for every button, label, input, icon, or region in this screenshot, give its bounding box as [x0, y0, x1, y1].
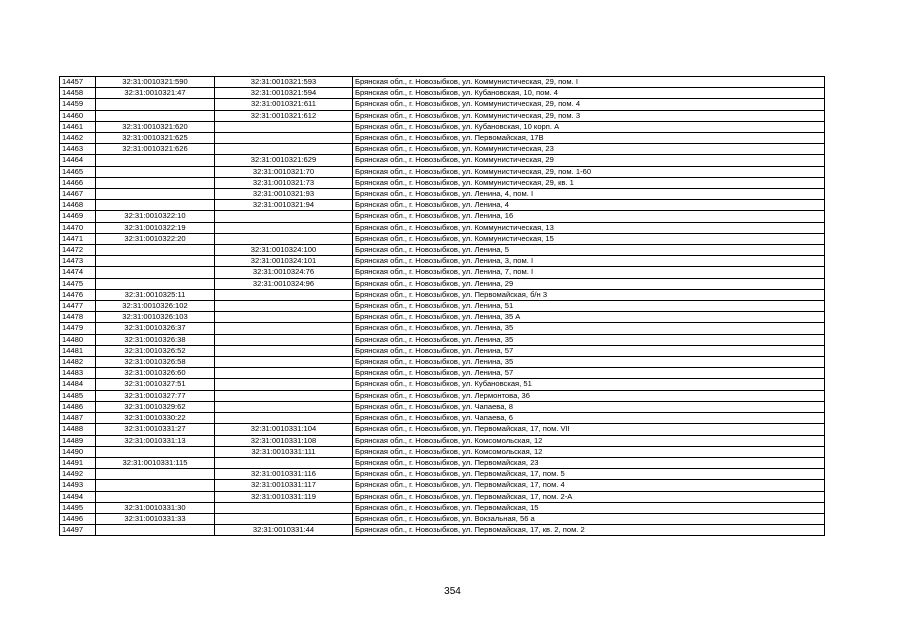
address-cell: Брянская обл., г. Новозыбков, ул. Коммунистическая, 29, пом. I [353, 77, 825, 88]
table-row [60, 424, 825, 435]
cadastral-number-alt-cell [215, 233, 353, 244]
cadastral-number-alt-cell [215, 312, 353, 323]
cadastral-number-cell: 32:31:0010322:10 [96, 211, 215, 222]
cadastral-number-cell: 32:31:0010331:27 [96, 424, 215, 435]
table-row [60, 323, 825, 334]
address-cell: Брянская обл., г. Новозыбков, ул. Чапаева, 8 [353, 401, 825, 412]
row-number-cell: 14481 [60, 345, 96, 356]
table-row [60, 368, 825, 379]
cadastral-number-cell [96, 177, 215, 188]
row-number-cell: 14482 [60, 357, 96, 368]
address-cell: Брянская обл., г. Новозыбков, ул. Ленина, 3, пом. I [353, 256, 825, 267]
table-row [60, 110, 825, 121]
table-row [60, 77, 825, 88]
row-number-cell: 14476 [60, 289, 96, 300]
cadastral-number-cell: 32:31:0010326:37 [96, 323, 215, 334]
table-row [60, 390, 825, 401]
cadastral-number-alt-cell: 32:31:0010331:111 [215, 446, 353, 457]
cadastral-number-alt-cell [215, 323, 353, 334]
table-row [60, 222, 825, 233]
table-row [60, 200, 825, 211]
address-cell: Брянская обл., г. Новозыбков, ул. Первомайская, б/н 3 [353, 289, 825, 300]
address-cell: Брянская обл., г. Новозыбков, ул. Ленина, 51 [353, 301, 825, 312]
row-number-cell: 14491 [60, 457, 96, 468]
table-row [60, 401, 825, 412]
address-cell: Брянская обл., г. Новозыбков, ул. Коммунистическая, 13 [353, 222, 825, 233]
table-row [60, 289, 825, 300]
cadastral-number-cell [96, 256, 215, 267]
address-cell: Брянская обл., г. Новозыбков, ул. Коммунистическая, 15 [353, 233, 825, 244]
cadastral-number-cell: 32:31:0010321:625 [96, 133, 215, 144]
row-number-cell: 14473 [60, 256, 96, 267]
table-row [60, 379, 825, 390]
table-row [60, 144, 825, 155]
cadastral-number-alt-cell [215, 289, 353, 300]
cadastral-number-cell: 32:31:0010321:47 [96, 88, 215, 99]
table-row [60, 357, 825, 368]
cadastral-number-cell [96, 245, 215, 256]
row-number-cell: 14477 [60, 301, 96, 312]
table-row [60, 155, 825, 166]
cadastral-number-cell: 32:31:0010322:19 [96, 222, 215, 233]
row-number-cell: 14489 [60, 435, 96, 446]
address-cell: Брянская обл., г. Новозыбков, ул. Первомайская, 17, пом. VII [353, 424, 825, 435]
row-number-cell: 14494 [60, 491, 96, 502]
cadastral-number-alt-cell: 32:31:0010321:94 [215, 200, 353, 211]
cadastral-number-alt-cell: 32:31:0010321:594 [215, 88, 353, 99]
address-cell: Брянская обл., г. Новозыбков, ул. Коммунистическая, 29, пом. 3 [353, 110, 825, 121]
row-number-cell: 14496 [60, 513, 96, 524]
table-row [60, 278, 825, 289]
address-cell: Брянская обл., г. Новозыбков, ул. Коммунистическая, 29, кв. 1 [353, 177, 825, 188]
row-number-cell: 14484 [60, 379, 96, 390]
row-number-cell: 14464 [60, 155, 96, 166]
table-row [60, 189, 825, 200]
cadastral-number-cell: 32:31:0010331:30 [96, 502, 215, 513]
cadastral-number-cell: 32:31:0010325:11 [96, 289, 215, 300]
table-row [60, 334, 825, 345]
row-number-cell: 14479 [60, 323, 96, 334]
row-number-cell: 14467 [60, 189, 96, 200]
address-cell: Брянская обл., г. Новозыбков, ул. Первомайская, 15 [353, 502, 825, 513]
cadastral-number-cell [96, 155, 215, 166]
row-number-cell: 14497 [60, 525, 96, 536]
cadastral-number-cell [96, 491, 215, 502]
cadastral-number-cell [96, 110, 215, 121]
row-number-cell: 14492 [60, 469, 96, 480]
cadastral-number-alt-cell [215, 513, 353, 524]
row-number-cell: 14475 [60, 278, 96, 289]
cadastral-number-cell: 32:31:0010329:62 [96, 401, 215, 412]
cadastral-number-cell [96, 166, 215, 177]
table-row [60, 88, 825, 99]
table-row [60, 99, 825, 110]
cadastral-number-alt-cell: 32:31:0010331:116 [215, 469, 353, 480]
address-cell: Брянская обл., г. Новозыбков, ул. Чапаева, 6 [353, 413, 825, 424]
row-number-cell: 14478 [60, 312, 96, 323]
row-number-cell: 14458 [60, 88, 96, 99]
cadastral-number-cell: 32:31:0010331:13 [96, 435, 215, 446]
row-number-cell: 14493 [60, 480, 96, 491]
address-cell: Брянская обл., г. Новозыбков, ул. Ленина, 35 [353, 323, 825, 334]
cadastral-number-alt-cell [215, 334, 353, 345]
address-cell: Брянская обл., г. Новозыбков, ул. Лермонтова, 36 [353, 390, 825, 401]
cadastral-number-alt-cell [215, 144, 353, 155]
row-number-cell: 14472 [60, 245, 96, 256]
row-number-cell: 14469 [60, 211, 96, 222]
cadastral-number-cell [96, 278, 215, 289]
cadastral-number-cell: 32:31:0010321:590 [96, 77, 215, 88]
cadastral-number-cell: 32:31:0010322:20 [96, 233, 215, 244]
page-number: 354 [444, 586, 461, 597]
address-cell: Брянская обл., г. Новозыбков, ул. Комсомольская, 12 [353, 446, 825, 457]
table-row [60, 233, 825, 244]
cadastral-number-cell [96, 200, 215, 211]
row-number-cell: 14483 [60, 368, 96, 379]
cadastral-number-alt-cell: 32:31:0010321:70 [215, 166, 353, 177]
row-number-cell: 14487 [60, 413, 96, 424]
cadastral-number-cell [96, 446, 215, 457]
cadastral-number-alt-cell [215, 301, 353, 312]
cadastral-number-alt-cell: 32:31:0010321:93 [215, 189, 353, 200]
cadastral-number-alt-cell [215, 457, 353, 468]
row-number-cell: 14470 [60, 222, 96, 233]
cadastral-number-alt-cell [215, 390, 353, 401]
cadastral-number-alt-cell: 32:31:0010324:100 [215, 245, 353, 256]
table-row [60, 211, 825, 222]
cadastral-number-alt-cell: 32:31:0010331:117 [215, 480, 353, 491]
row-number-cell: 14463 [60, 144, 96, 155]
row-number-cell: 14460 [60, 110, 96, 121]
address-cell: Брянская обл., г. Новозыбков, ул. Первомайская, 17, пом. 5 [353, 469, 825, 480]
cadastral-number-cell: 32:31:0010331:33 [96, 513, 215, 524]
registry-table [59, 76, 825, 536]
table-row [60, 480, 825, 491]
table-row [60, 457, 825, 468]
cadastral-number-alt-cell [215, 345, 353, 356]
cadastral-number-cell: 32:31:0010321:626 [96, 144, 215, 155]
table-row [60, 267, 825, 278]
cadastral-number-cell: 32:31:0010321:620 [96, 121, 215, 132]
table-row [60, 446, 825, 457]
cadastral-number-cell: 32:31:0010326:102 [96, 301, 215, 312]
address-cell: Брянская обл., г. Новозыбков, ул. Ленина, 35 [353, 334, 825, 345]
table-row [60, 525, 825, 536]
cadastral-number-cell [96, 267, 215, 278]
cadastral-number-alt-cell [215, 222, 353, 233]
address-cell: Брянская обл., г. Новозыбков, ул. Ленина, 57 [353, 345, 825, 356]
address-cell: Брянская обл., г. Новозыбков, ул. Вокзальная, 56 а [353, 513, 825, 524]
cadastral-number-alt-cell: 32:31:0010331:104 [215, 424, 353, 435]
cadastral-number-cell: 32:31:0010326:60 [96, 368, 215, 379]
address-cell: Брянская обл., г. Новозыбков, ул. Ленина, 7, пом. I [353, 267, 825, 278]
table-row [60, 256, 825, 267]
registry-table-body [60, 77, 825, 536]
address-cell: Брянская обл., г. Новозыбков, ул. Ленина, 4, пом. I [353, 189, 825, 200]
cadastral-number-alt-cell [215, 379, 353, 390]
cadastral-number-alt-cell: 32:31:0010324:96 [215, 278, 353, 289]
address-cell: Брянская обл., г. Новозыбков, ул. Ленина, 5 [353, 245, 825, 256]
row-number-cell: 14471 [60, 233, 96, 244]
address-cell: Брянская обл., г. Новозыбков, ул. Ленина, 29 [353, 278, 825, 289]
cadastral-number-alt-cell: 32:31:0010321:629 [215, 155, 353, 166]
cadastral-number-cell [96, 469, 215, 480]
row-number-cell: 14468 [60, 200, 96, 211]
address-cell: Брянская обл., г. Новозыбков, ул. Ленина, 35 А [353, 312, 825, 323]
cadastral-number-alt-cell: 32:31:0010324:76 [215, 267, 353, 278]
row-number-cell: 14457 [60, 77, 96, 88]
cadastral-number-alt-cell [215, 121, 353, 132]
row-number-cell: 14495 [60, 502, 96, 513]
table-row [60, 166, 825, 177]
row-number-cell: 14466 [60, 177, 96, 188]
cadastral-number-cell: 32:31:0010326:38 [96, 334, 215, 345]
address-cell: Брянская обл., г. Новозыбков, ул. Первомайская, 17, пом. 4 [353, 480, 825, 491]
cadastral-number-cell: 32:31:0010330:22 [96, 413, 215, 424]
cadastral-number-cell: 32:31:0010326:103 [96, 312, 215, 323]
cadastral-number-cell [96, 525, 215, 536]
address-cell: Брянская обл., г. Новозыбков, ул. Кубановская, 51 [353, 379, 825, 390]
address-cell: Брянская обл., г. Новозыбков, ул. Ленина, 16 [353, 211, 825, 222]
row-number-cell: 14474 [60, 267, 96, 278]
table-row [60, 413, 825, 424]
cadastral-number-alt-cell: 32:31:0010321:593 [215, 77, 353, 88]
cadastral-number-alt-cell: 32:31:0010321:73 [215, 177, 353, 188]
row-number-cell: 14461 [60, 121, 96, 132]
cadastral-number-alt-cell: 32:31:0010331:119 [215, 491, 353, 502]
cadastral-number-cell: 32:31:0010327:51 [96, 379, 215, 390]
table-row [60, 513, 825, 524]
cadastral-number-alt-cell: 32:31:0010324:101 [215, 256, 353, 267]
address-cell: Брянская обл., г. Новозыбков, ул. Первомайская, 17В [353, 133, 825, 144]
table-row [60, 301, 825, 312]
table-row [60, 469, 825, 480]
address-cell: Брянская обл., г. Новозыбков, ул. Первомайская, 17, пом. 2-А [353, 491, 825, 502]
cadastral-number-alt-cell [215, 133, 353, 144]
cadastral-number-alt-cell: 32:31:0010321:612 [215, 110, 353, 121]
row-number-cell: 14465 [60, 166, 96, 177]
table-row [60, 177, 825, 188]
cadastral-number-cell: 32:31:0010331:115 [96, 457, 215, 468]
cadastral-number-alt-cell [215, 211, 353, 222]
table-row [60, 345, 825, 356]
cadastral-number-alt-cell [215, 357, 353, 368]
table-row [60, 502, 825, 513]
table-row [60, 435, 825, 446]
cadastral-number-cell [96, 480, 215, 491]
address-cell: Брянская обл., г. Новозыбков, ул. Ленина, 57 [353, 368, 825, 379]
table-row [60, 312, 825, 323]
cadastral-number-alt-cell [215, 413, 353, 424]
table-row [60, 491, 825, 502]
cadastral-number-alt-cell [215, 401, 353, 412]
row-number-cell: 14490 [60, 446, 96, 457]
cadastral-number-alt-cell: 32:31:0010321:611 [215, 99, 353, 110]
table-row [60, 121, 825, 132]
address-cell: Брянская обл., г. Новозыбков, ул. Кубановская, 10 корп. А [353, 121, 825, 132]
address-cell: Брянская обл., г. Новозыбков, ул. Ленина, 35 [353, 357, 825, 368]
row-number-cell: 14459 [60, 99, 96, 110]
cadastral-number-alt-cell: 32:31:0010331:44 [215, 525, 353, 536]
address-cell: Брянская обл., г. Новозыбков, ул. Первомайская, 23 [353, 457, 825, 468]
address-cell: Брянская обл., г. Новозыбков, ул. Коммунистическая, 29 [353, 155, 825, 166]
row-number-cell: 14488 [60, 424, 96, 435]
address-cell: Брянская обл., г. Новозыбков, ул. Ленина, 4 [353, 200, 825, 211]
cadastral-number-cell: 32:31:0010326:58 [96, 357, 215, 368]
cadastral-number-alt-cell [215, 368, 353, 379]
row-number-cell: 14485 [60, 390, 96, 401]
address-cell: Брянская обл., г. Новозыбков, ул. Первомайская, 17, кв. 2, пом. 2 [353, 525, 825, 536]
cadastral-number-cell: 32:31:0010326:52 [96, 345, 215, 356]
table-row [60, 133, 825, 144]
address-cell: Брянская обл., г. Новозыбков, ул. Комсомольская, 12 [353, 435, 825, 446]
row-number-cell: 14480 [60, 334, 96, 345]
cadastral-number-alt-cell: 32:31:0010331:108 [215, 435, 353, 446]
cadastral-number-cell [96, 99, 215, 110]
row-number-cell: 14462 [60, 133, 96, 144]
row-number-cell: 14486 [60, 401, 96, 412]
cadastral-number-cell: 32:31:0010327:77 [96, 390, 215, 401]
address-cell: Брянская обл., г. Новозыбков, ул. Коммунистическая, 29, пом. 1-60 [353, 166, 825, 177]
address-cell: Брянская обл., г. Новозыбков, ул. Коммунистическая, 29, пом. 4 [353, 99, 825, 110]
cadastral-number-alt-cell [215, 502, 353, 513]
address-cell: Брянская обл., г. Новозыбков, ул. Коммунистическая, 23 [353, 144, 825, 155]
cadastral-number-cell [96, 189, 215, 200]
address-cell: Брянская обл., г. Новозыбков, ул. Кубановская, 10, пом. 4 [353, 88, 825, 99]
table-row [60, 245, 825, 256]
